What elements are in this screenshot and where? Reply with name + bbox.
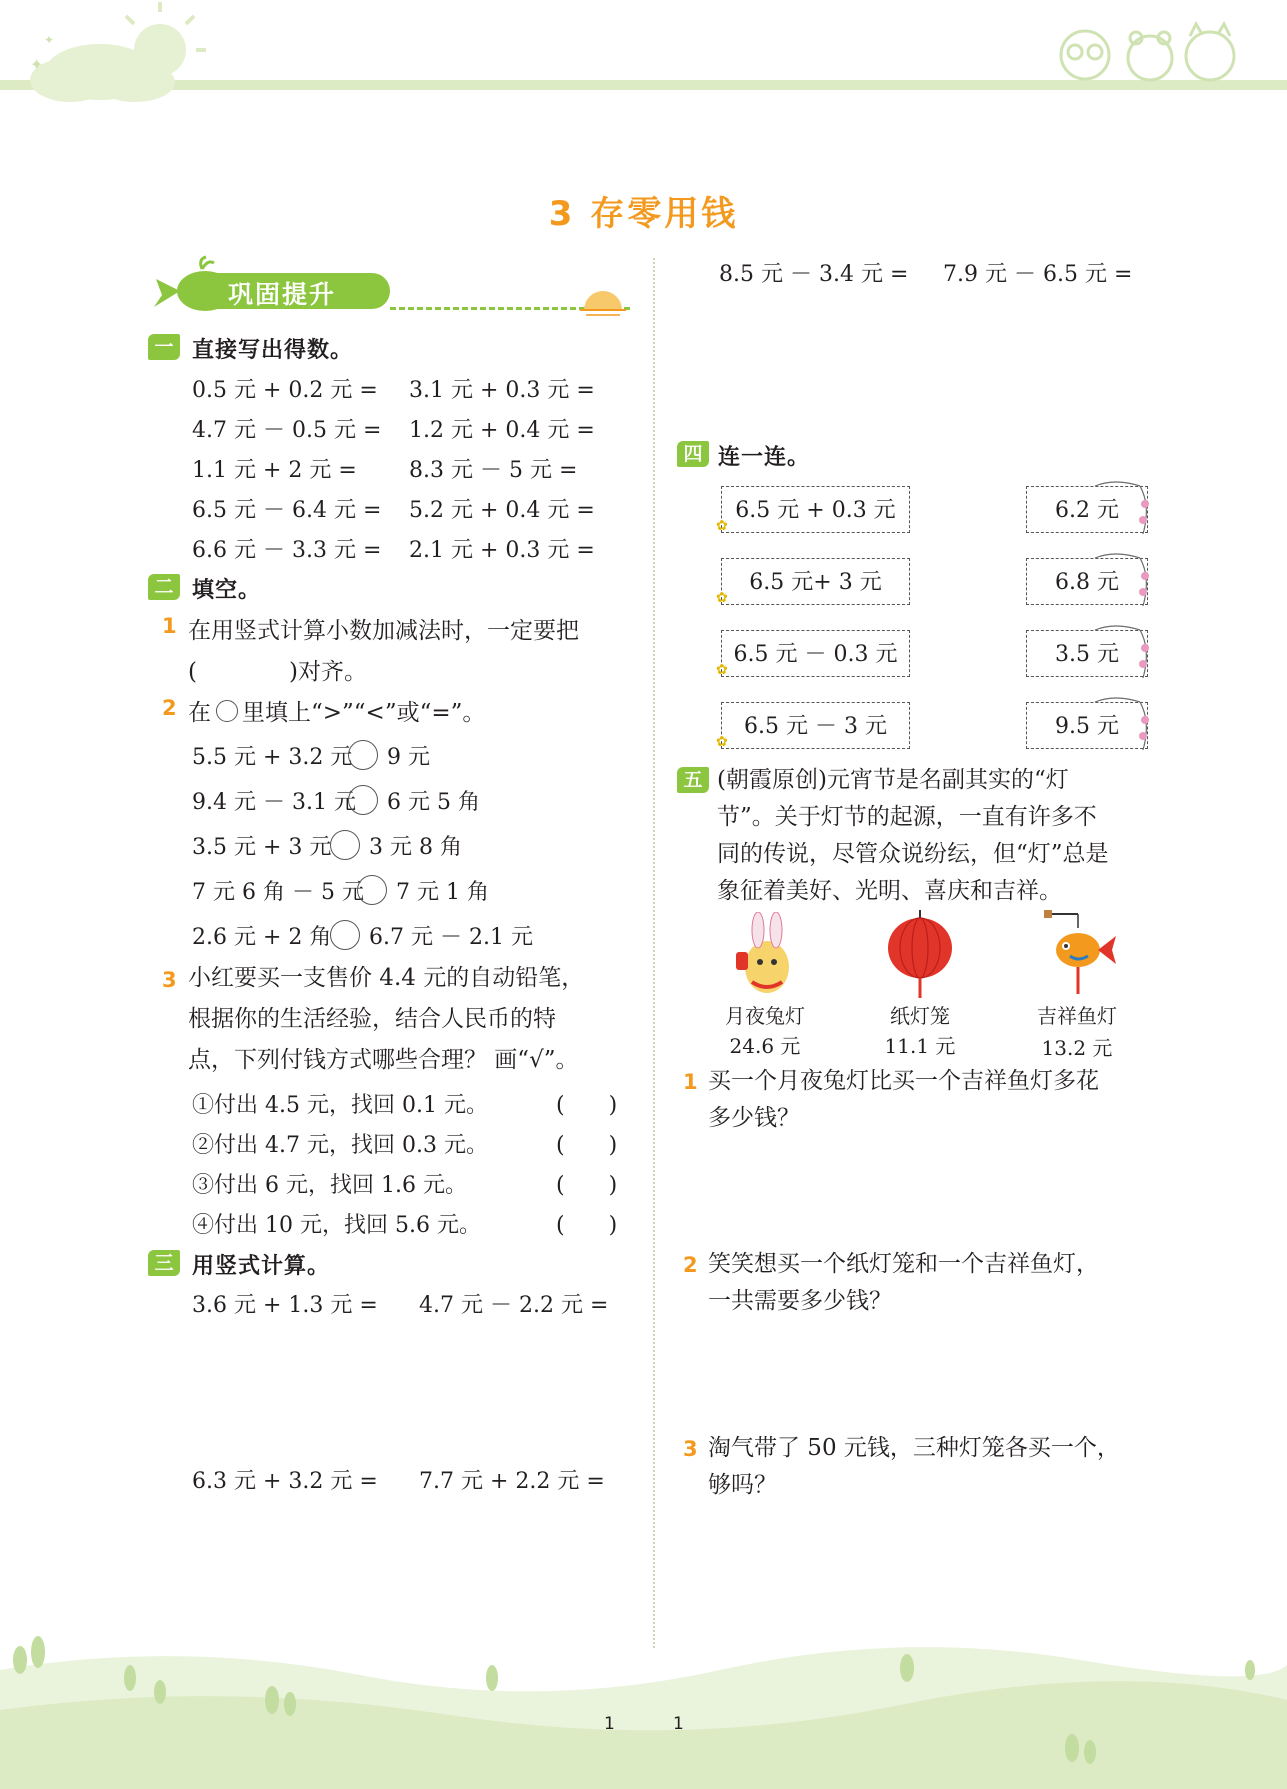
match-left-box[interactable]: 6.5 元 － 0.3 元 bbox=[721, 630, 910, 677]
lantern-price: 24.6 元 bbox=[729, 1034, 801, 1058]
question-text-line: 多少钱？ bbox=[708, 1105, 800, 1131]
lantern-name: 月夜兔灯 bbox=[725, 1004, 805, 1028]
flower-icon: ✿ bbox=[716, 518, 728, 534]
rabbit-lantern-icon bbox=[722, 912, 812, 1002]
option-text: ①付出 4.5 元，找回 0.1 元。 bbox=[192, 1093, 488, 1118]
compare-left: 9.4 元 － 3.1 元 bbox=[192, 790, 356, 815]
arith-item: 1.1 元 + 2 元 = bbox=[192, 458, 357, 483]
question-text-line: 笑笑想买一个纸灯笼和一个吉祥鱼灯， bbox=[708, 1251, 1099, 1277]
section-title-1: 直接写出得数。 bbox=[192, 338, 354, 363]
lantern-price: 11.1 元 bbox=[884, 1034, 956, 1058]
question-text-line: 根据你的生活经验，结合人民币的特 bbox=[188, 1006, 556, 1032]
arith-item: 6.6 元 － 3.3 元 = bbox=[192, 538, 382, 563]
option-answer-paren[interactable]: ( ) bbox=[556, 1133, 618, 1158]
lantern-name: 吉祥鱼灯 bbox=[1037, 1004, 1117, 1028]
question-number: 2 bbox=[683, 1253, 698, 1277]
match-right-box[interactable]: 6.2 元 bbox=[1026, 486, 1148, 533]
vertical-calc-item: 8.5 元 － 3.4 元 = bbox=[719, 262, 909, 287]
option-answer-paren[interactable]: ( ) bbox=[556, 1093, 618, 1118]
compare-circle[interactable] bbox=[348, 740, 378, 770]
compare-right: 6.7 元 － 2.1 元 bbox=[369, 925, 533, 950]
section-title-3: 用竖式计算。 bbox=[192, 1254, 331, 1279]
cloud-sun-icon bbox=[0, 0, 220, 110]
blank-answer[interactable]: ( )对齐。 bbox=[188, 659, 367, 685]
flower-icon: ✿ bbox=[716, 590, 728, 606]
intro-line: 同的传说，尽管众说纷纭，但“灯”总是 bbox=[717, 841, 1109, 867]
option-text: ③付出 6 元，找回 1.6 元。 bbox=[192, 1173, 467, 1198]
question-number: 3 bbox=[162, 968, 177, 992]
arith-item: 5.2 元 + 0.4 元 = bbox=[409, 498, 595, 523]
svg-text:✦: ✦ bbox=[30, 55, 44, 74]
vertical-calc-item: 7.9 元 － 6.5 元 = bbox=[943, 262, 1133, 287]
match-left-box[interactable]: 6.5 元 － 3 元 bbox=[721, 702, 910, 749]
compare-right: 7 元 1 角 bbox=[396, 880, 489, 905]
match-left-box[interactable]: 6.5 元 + 0.3 元 bbox=[721, 486, 910, 533]
arith-item: 3.1 元 + 0.3 元 = bbox=[409, 378, 595, 403]
section-tag-2: 二 bbox=[148, 574, 180, 600]
intro-line: 象征着美好、光明、喜庆和吉祥。 bbox=[717, 878, 1062, 904]
vertical-calc-item: 6.3 元 + 3.2 元 = bbox=[192, 1469, 378, 1494]
sunset-icon bbox=[578, 280, 628, 320]
flower-icon: ✿ bbox=[716, 662, 728, 678]
page-number-right: 1 bbox=[673, 1714, 684, 1734]
svg-text:✦: ✦ bbox=[44, 33, 55, 47]
compare-left: 7 元 6 角 － 5 元 bbox=[192, 880, 364, 905]
compare-right: 3 元 8 角 bbox=[369, 835, 462, 860]
flower-icon: ✿ bbox=[716, 734, 728, 750]
question-text-line: 够吗？ bbox=[708, 1472, 777, 1498]
match-left-box[interactable]: 6.5 元+ 3 元 bbox=[721, 558, 910, 605]
option-text: ②付出 4.7 元，找回 0.3 元。 bbox=[192, 1133, 488, 1158]
arith-item: 0.5 元 + 0.2 元 = bbox=[192, 378, 378, 403]
match-right-box[interactable]: 9.5 元 bbox=[1026, 702, 1148, 749]
lantern-price: 13.2 元 bbox=[1041, 1036, 1113, 1060]
question-text-line: 小红要买一支售价 4.4 元的自动铅笔， bbox=[188, 965, 585, 991]
paper-lantern-icon bbox=[885, 910, 955, 1000]
section-title-4: 连一连。 bbox=[718, 445, 811, 470]
column-divider bbox=[653, 258, 655, 1648]
vertical-calc-item: 7.7 元 + 2.2 元 = bbox=[419, 1469, 605, 1494]
question-text: 在用竖式计算小数加减法时，一定要把 bbox=[188, 618, 579, 644]
compare-right: 6 元 5 角 bbox=[387, 790, 480, 815]
option-answer-paren[interactable]: ( ) bbox=[556, 1213, 618, 1238]
compare-circle[interactable] bbox=[330, 830, 360, 860]
hills-decoration bbox=[0, 1630, 1287, 1789]
section-title-2: 填空。 bbox=[192, 578, 262, 603]
question-text-line: 一共需要多少钱？ bbox=[708, 1288, 892, 1314]
intro-line: 节”。关于灯节的起源，一直有许多不 bbox=[717, 804, 1097, 830]
vertical-calc-item: 3.6 元 + 1.3 元 = bbox=[192, 1293, 378, 1318]
compare-circle[interactable] bbox=[330, 920, 360, 950]
match-right-box[interactable]: 3.5 元 bbox=[1026, 630, 1148, 677]
question-text-line: 淘气带了 50 元钱，三种灯笼各买一个， bbox=[708, 1435, 1120, 1461]
arith-item: 6.5 元 － 6.4 元 = bbox=[192, 498, 382, 523]
arith-item: 8.3 元 － 5 元 = bbox=[409, 458, 578, 483]
vertical-calc-item: 4.7 元 － 2.2 元 = bbox=[419, 1293, 609, 1318]
question-number: 2 bbox=[162, 696, 177, 720]
compare-left: 2.6 元 + 2 角 bbox=[192, 925, 332, 950]
question-number: 1 bbox=[683, 1070, 698, 1094]
banner-label: 巩固提升 bbox=[228, 280, 337, 309]
question-number: 1 bbox=[162, 614, 177, 638]
question-text: 在 bbox=[188, 700, 211, 726]
section-tag-4: 四 bbox=[677, 441, 709, 467]
question-text: 里填上“>”“<”或“=”。 bbox=[242, 700, 486, 726]
circle-icon bbox=[216, 700, 238, 722]
fish-lantern-icon bbox=[1044, 910, 1124, 1000]
question-text-line: 点，下列付钱方式哪些合理？ 画“√”。 bbox=[188, 1047, 579, 1073]
compare-right: 9 元 bbox=[387, 745, 430, 770]
compare-left: 3.5 元 + 3 元 bbox=[192, 835, 332, 860]
compare-left: 5.5 元 + 3.2 元 bbox=[192, 745, 353, 770]
question-text-line: 买一个月夜兔灯比买一个吉祥鱼灯多花 bbox=[708, 1068, 1099, 1094]
arith-item: 1.2 元 + 0.4 元 = bbox=[409, 418, 595, 443]
page-number-left: 1 bbox=[604, 1714, 615, 1734]
section-tag-5: 五 bbox=[677, 767, 709, 793]
match-right-box[interactable]: 6.8 元 bbox=[1026, 558, 1148, 605]
vine-flower-icon bbox=[1085, 476, 1155, 776]
option-answer-paren[interactable]: ( ) bbox=[556, 1173, 618, 1198]
intro-line: (朝霞原创)元宵节是名副其实的“灯 bbox=[717, 767, 1069, 793]
section-tag-1: 一 bbox=[148, 334, 180, 360]
compare-circle[interactable] bbox=[357, 875, 387, 905]
compare-circle[interactable] bbox=[348, 785, 378, 815]
arith-item: 2.1 元 + 0.3 元 = bbox=[409, 538, 595, 563]
lantern-name: 纸灯笼 bbox=[890, 1004, 950, 1028]
animal-friends-icon bbox=[1050, 20, 1250, 85]
section-tag-3: 三 bbox=[148, 1250, 180, 1276]
arith-item: 4.7 元 － 0.5 元 = bbox=[192, 418, 382, 443]
page-title: 3 存零用钱 bbox=[548, 194, 739, 234]
option-text: ④付出 10 元，找回 5.6 元。 bbox=[192, 1213, 481, 1238]
question-number: 3 bbox=[683, 1437, 698, 1461]
